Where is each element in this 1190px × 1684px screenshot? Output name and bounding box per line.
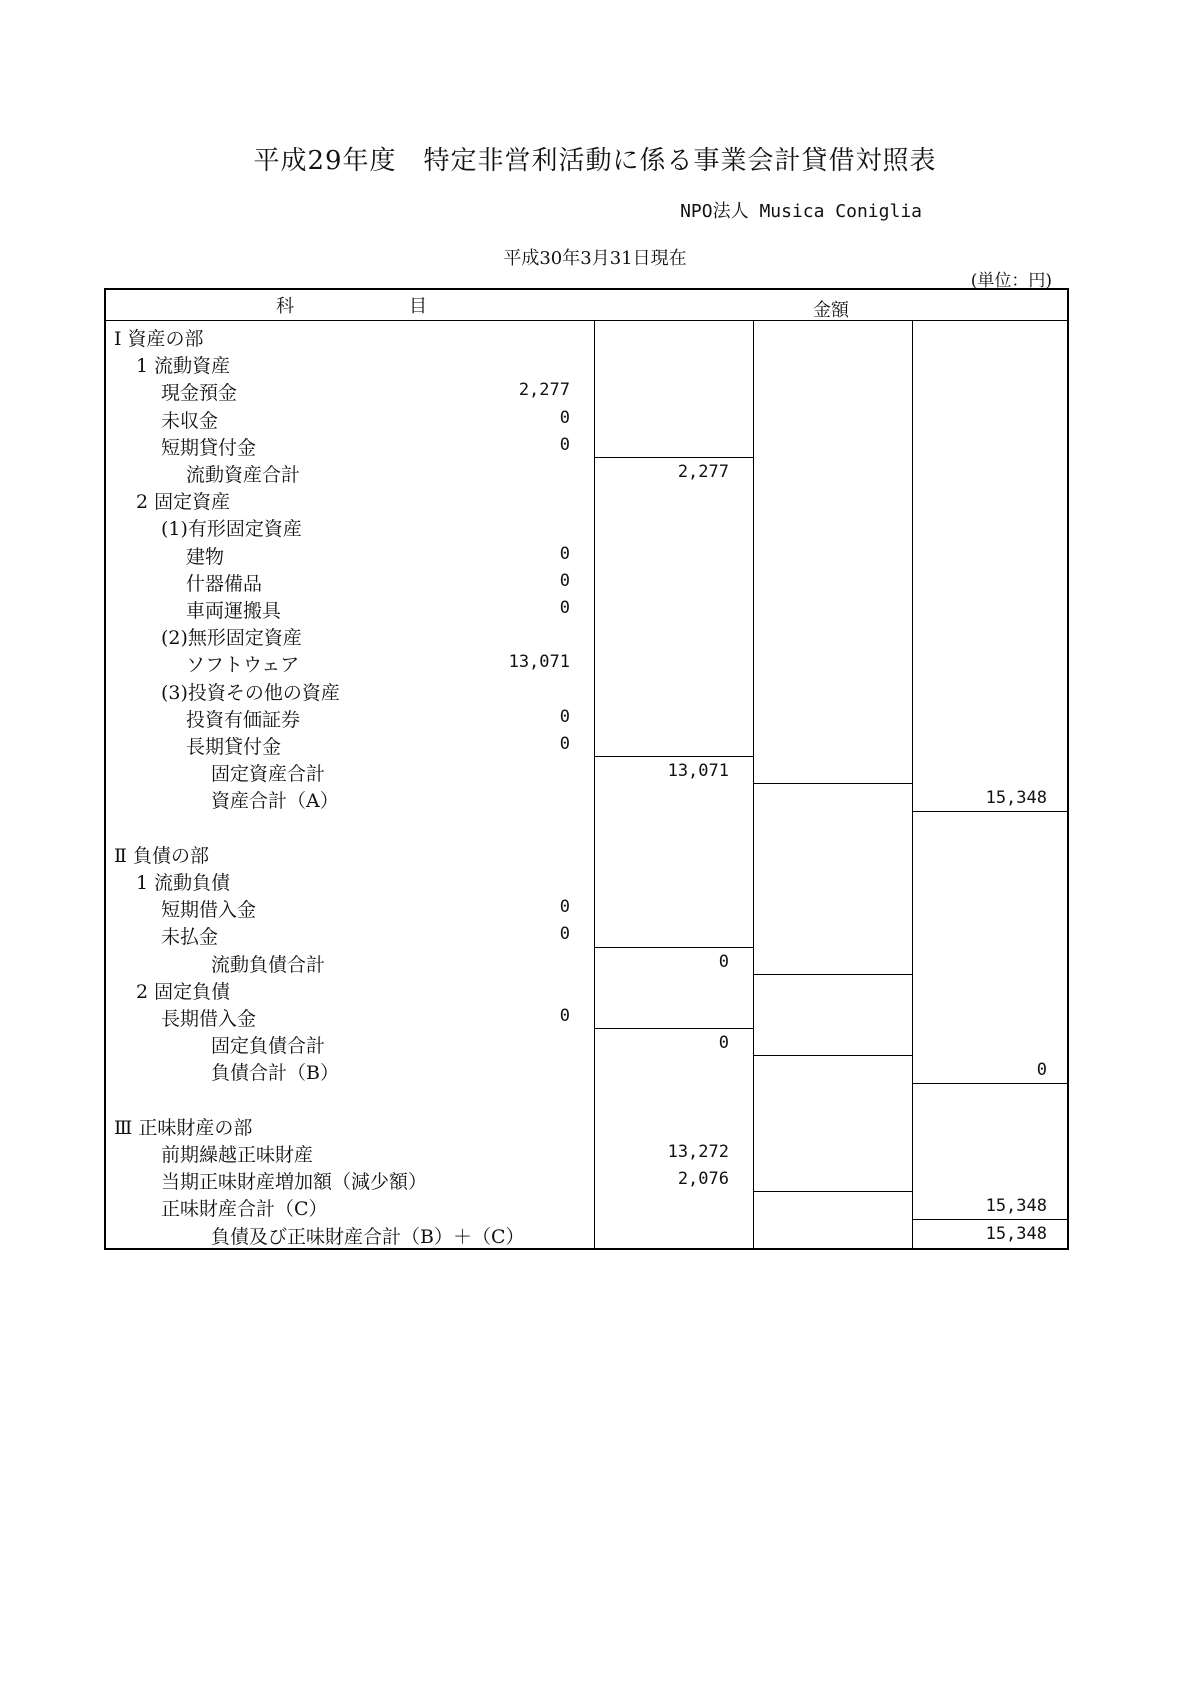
subtotal-rule <box>594 756 753 757</box>
row-label: 建物 <box>186 545 225 568</box>
subtotal-rule <box>912 1219 1067 1220</box>
row-label: 短期借入金 <box>161 899 257 922</box>
table-row <box>106 1056 1067 1083</box>
row-label: (1)有形固定資産 <box>161 518 302 541</box>
amount-c1: 0 <box>559 734 570 754</box>
amount-c3: 15,348 <box>985 1223 1047 1244</box>
table-row <box>106 485 1067 512</box>
table-row <box>106 567 1067 594</box>
row-label: 1 流動負債 <box>136 872 231 894</box>
unit-label: (単位：円) <box>970 271 1052 291</box>
table-row <box>106 893 1067 920</box>
row-label: 未収金 <box>161 409 219 432</box>
table-row <box>106 1165 1067 1192</box>
row-label: 流動負債合計 <box>211 953 326 976</box>
table-row <box>106 920 1067 947</box>
row-label: 2 固定資産 <box>136 491 231 514</box>
as-of-date: 平成30年3月31日現在 <box>503 248 687 269</box>
amount-c2: 0 <box>718 1033 729 1054</box>
row-label: 2 固定負債 <box>136 980 231 1003</box>
row-label: 短期貸付金 <box>161 436 257 459</box>
amount-c1: 0 <box>559 706 570 727</box>
subtotal-rule <box>594 947 753 948</box>
table-row <box>106 349 1067 376</box>
table-row <box>106 784 1067 811</box>
row-label: 1 流動資産 <box>136 355 231 378</box>
table-row <box>106 1192 1067 1219</box>
amount-c1: 0 <box>559 924 570 945</box>
amount-c1: 0 <box>559 570 570 591</box>
table-row <box>106 1084 1067 1111</box>
table-row <box>106 512 1067 539</box>
amount-c2: 13,071 <box>667 761 729 782</box>
row-label: 長期借入金 <box>161 1008 257 1030</box>
subtotal-rule <box>594 1028 753 1029</box>
table-row <box>106 1220 1067 1247</box>
amount-c2: 13,272 <box>667 1142 729 1162</box>
subtotal-rule <box>753 1055 912 1056</box>
row-label: 資産合計（A） <box>211 790 339 813</box>
amount-c1: 0 <box>559 434 570 455</box>
header-account-b: 目 <box>409 296 427 317</box>
table-row <box>106 458 1067 485</box>
table-row <box>106 621 1067 648</box>
table-row <box>106 540 1067 567</box>
amount-c1: 0 <box>559 543 570 564</box>
row-label: 長期貸付金 <box>186 736 282 758</box>
row-label: 固定負債合計 <box>211 1035 326 1058</box>
subtotal-rule <box>594 457 753 458</box>
row-label: 負債合計（B） <box>211 1062 339 1085</box>
amount-c2: 2,277 <box>677 462 729 482</box>
table-row <box>106 648 1067 675</box>
table-row <box>106 866 1067 893</box>
row-label: 負債及び正味財産合計（B）＋（C） <box>211 1225 525 1248</box>
table-row <box>106 730 1067 757</box>
amount-c2: 2,076 <box>677 1169 729 1190</box>
header-divider <box>106 320 1067 321</box>
table-row <box>106 975 1067 1002</box>
amount-c3: 0 <box>1036 1060 1047 1081</box>
balance-sheet-table <box>104 288 1069 1250</box>
table-row <box>106 812 1067 839</box>
subtotal-rule <box>912 811 1067 812</box>
amount-c3: 15,348 <box>985 788 1047 809</box>
amount-c3: 15,348 <box>985 1196 1047 1217</box>
row-label: ソフトウェア <box>186 654 300 677</box>
header-account-a: 科 <box>276 296 294 317</box>
table-row <box>106 431 1067 458</box>
table-row <box>106 594 1067 621</box>
amount-c1: 0 <box>559 1006 570 1026</box>
table-row <box>106 1002 1067 1029</box>
table-row <box>106 1029 1067 1056</box>
document-title: 平成29年度 特定非営利活動に係る事業会計貸借対照表 <box>253 146 937 176</box>
subtotal-rule <box>753 974 912 975</box>
row-label: 什器備品 <box>186 572 263 595</box>
row-label: 未払金 <box>161 926 219 949</box>
table-row <box>106 948 1067 975</box>
row-label: 固定資産合計 <box>211 763 326 786</box>
table-row <box>106 676 1067 703</box>
amount-c2: 0 <box>718 951 729 972</box>
row-label: Ⅱ 負債の部 <box>114 844 209 867</box>
table-row <box>106 703 1067 730</box>
table-row <box>106 322 1067 349</box>
table-row <box>106 757 1067 784</box>
amount-c1: 0 <box>559 897 570 918</box>
table-row <box>106 404 1067 431</box>
row-label: (2)無形固定資産 <box>161 627 302 650</box>
subtotal-rule <box>753 1191 912 1192</box>
row-label: (3)投資その他の資産 <box>161 681 340 704</box>
amount-c1: 0 <box>559 407 570 428</box>
header-amount: 金額 <box>813 300 849 321</box>
row-label: Ⅰ 資産の部 <box>114 328 204 350</box>
table-row <box>106 839 1067 866</box>
amount-c1: 0 <box>559 598 570 618</box>
row-label: 現金預金 <box>161 382 238 405</box>
row-label: 投資有価証券 <box>186 708 301 731</box>
subtotal-rule <box>912 1083 1067 1084</box>
row-label: 車両運搬具 <box>186 600 282 622</box>
table-row <box>106 1111 1067 1138</box>
table-row <box>106 376 1067 403</box>
row-label: Ⅲ 正味財産の部 <box>114 1116 253 1139</box>
table-row <box>106 1138 1067 1165</box>
amount-c1: 13,071 <box>508 652 570 673</box>
row-label: 当期正味財産増加額（減少額） <box>161 1171 428 1194</box>
amount-c1: 2,277 <box>518 380 570 401</box>
subtotal-rule <box>753 783 912 784</box>
row-label: 前期繰越正味財産 <box>161 1144 314 1166</box>
organization-name: NPO法人 Musica Coniglia <box>680 201 922 222</box>
row-label: 正味財産合計（C） <box>161 1198 328 1221</box>
row-label: 流動資産合計 <box>186 464 301 486</box>
